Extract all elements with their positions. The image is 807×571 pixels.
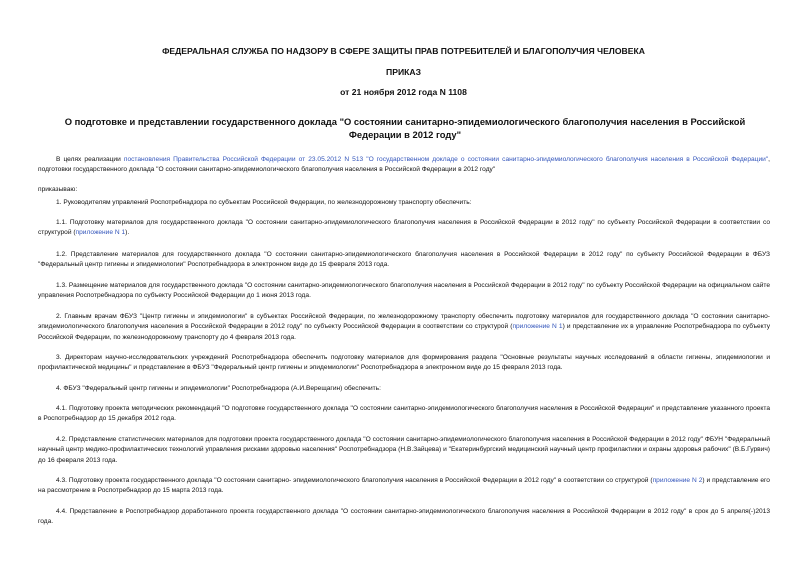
item-4: 4. ФБУЗ "Федеральный центр гигиены и эпидемиологии" Роспотребнадзора (А.И.Верещагин) обеспечить: xyxy=(56,385,381,392)
doc-type: ПРИКАЗ xyxy=(386,67,421,77)
item-4-1: 4.1. Подготовку проекта методических рекомендаций "О подготовке государственного доклада "О состоянии санитарно-эпидемиологического благополучия населения в Российской Федерации" и представление указанного проекта в Роспотребнадзор до 15 декабря 2012 года. xyxy=(38,405,770,423)
page-title: О подготовке и представлении государственного доклада "О состоянии санитарно-эпидемиологического благополучия населения в Российской Федерации в 2012 году" xyxy=(64,116,746,140)
item-1-2: 1.2. Представление материалов для государственного доклада "О состоянии санитарно-эпидемиологического благополучия населения в Российской Федерации в 2012 году" по субъекту Российской Федерации в ФБУЗ "Федеральный центр гигиены и эпидемиологии" Роспотребнадзора в электронном виде до 15 февраля 2013 года. xyxy=(38,251,770,269)
item-3: 3. Директорам научно-исследовательских учреждений Роспотребнадзора обеспечить подготовку материалов для формирования раздела "Основные результаты научных исследований в области гигиены, эпидемиологии и профилактической медицины" и представление в ФБУЗ "Федеральный центр гигиены и эпидемиологии" Роспотребнадзора в электронном виде до 15 февраля 2013 года. xyxy=(38,354,770,372)
doc-date: от 21 ноября 2012 года N 1108 xyxy=(340,87,467,97)
item-2-end: ) и представление их в управление Роспотребнадзора по субъекту Российской Федерации, по железнодорожному транспорту до 4 февраля 2013 года. xyxy=(38,323,770,341)
item-1-1-end: ). xyxy=(125,229,130,237)
appendix-2-link[interactable]: приложение N 2 xyxy=(652,477,703,484)
item-1-3: 1.3. Размещение материалов для государственного доклада "О состоянии санитарно-эпидемиологического благополучия населения в Российской Федерации в 2012 году" по субъекту Российской Федерации на официальном сайте управления Роспотребнадзора по субъекту Российской Федерации до 1 июня 2013 года. xyxy=(38,282,770,300)
preamble-link[interactable]: постановления Правительства Российской Федерации от 23.05.2012 N 513 "О государственном докладе о состоянии санитарно-эпидемиологического благополучия населения в Российской Федерации" xyxy=(123,156,769,163)
preamble-paragraph xyxy=(38,155,770,176)
item-4-3-end: ) и представление его на рассмотрение в Роспотребнадзор до 15 марта 2013 года. xyxy=(38,477,770,495)
item-2 xyxy=(38,312,770,343)
preamble-lead: В целях реализации xyxy=(56,156,124,163)
appendix-1-link-2[interactable]: приложение N 1 xyxy=(512,323,563,331)
item-4-3-text: 4.3. Подготовку проекта государственного доклада "О состоянии санитарно- эпидемиологического благополучия населения в Российской Федерации в 2012 году" в соответствии со структурой ( xyxy=(56,477,653,484)
item-4-4: 4.4. Представление в Роспотребнадзор доработанного проекта государственного доклада "О состоянии санитарно-эпидемиологического благополучия населения в Российской Федерации в 2012 году" в срок до 5 апреля(-)2013 года. xyxy=(38,508,770,526)
order-word: приказываю: xyxy=(38,186,78,193)
item-1-1 xyxy=(38,218,770,239)
preamble-tail: , подготовки государственного доклада "О состоянии санитарно-эпидемиологического благополучия населения в Российской Федерации в 2012 году" xyxy=(38,156,771,174)
item-4-3 xyxy=(38,476,770,497)
item-1-1-text: 1.1. Подготовку материалов для государственного доклада "О состоянии санитарно-эпидемиологического благополучия населения в Российской Федерации в 2012 году" по субъекту Российской Федерации в соответствии со структурой ( xyxy=(38,219,770,237)
item-2-text: 2. Главным врачам ФБУЗ "Центр гигиены и эпидемиологии" в субъектах Российской Федерации, по железнодорожному транспорту обеспечить подготовку материалов для государственного доклада "О состоянии санитарно-эпидемиологического благополучия населения в Российской Федерации в 2012 году" по субъекту Российской Федерации в соответствии со структурой ( xyxy=(38,313,770,331)
item-1: 1. Руководителям управлений Роспотребнадзора по субъектам Российской Федерации, по железнодорожному транспорту обеспечить: xyxy=(56,199,472,206)
agency-name: ФЕДЕРАЛЬНАЯ СЛУЖБА ПО НАДЗОРУ В СФЕРЕ ЗАЩИТЫ ПРАВ ПОТРЕБИТЕЛЕЙ И БЛАГОПОЛУЧИЯ ЧЕЛОВЕКА xyxy=(162,46,645,56)
appendix-1-link[interactable]: приложение N 1 xyxy=(75,229,126,237)
item-4-2: 4.2. Представление статистических материалов для подготовки проекта государственного доклада "О состоянии санитарно-эпидемиологического благополучия населения в Российской Федерации в 2012 году" ФБУН "Федеральный научный центр медико-профилактических технологий управления рисками здоровью населения" Роспотребнадзора (Н.В.Зайцева) и "Екатеринбургский медицинский научный центр профилактики и охраны здоровья рабочих" (В.Б.Гурвич) до 16 февраля 2013 года. xyxy=(38,436,770,464)
